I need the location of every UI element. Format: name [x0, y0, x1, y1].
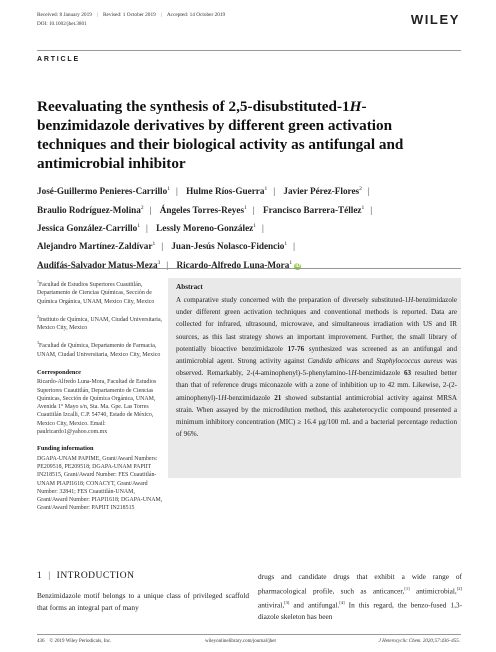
affiliation: $^3$Facultad de Química, Departamento de Farmacia, UNAM, Ciudad Universitaria, Mexico City, Mexico — [37, 340, 161, 358]
abstract-text: A comparative study concerned with the preparation of diversely substituted-1H-benzimidazole under different green activation techniques and conventional methods is reported. Data are collected for infrared, ultrasound, microwave, and simultaneous irradiation with US and IR sources, as this last strategy shows an important improvement. Further, the small library of potentially bioactive benzimidazole 17-76 synthesized was screened as an antifungal and antimicrobial agent. Strong activity against Candida albicans and Staphylococcus aureus was observed. Remarkably, 2-(4-aminophenyl)-5-phenylamino-1H-benzimidazole 63 resulted better than that of reference drugs miconazole with a zone of inhibition up to 42 mm. Likewise, 2-(2-aminophenyl)-1H-benzimidazole 21 showed substantial antimicrobial activity against MRSA strain. When assayed by the microdilution method, this azaheterocyclic compound presented a minimum inhibitory concentration (MIC) ≥ 16.4 μg/100 mL and a bacterial percentage reduction of 96%. — [176, 296, 458, 439]
funding-heading: Funding information — [37, 445, 94, 453]
orcid-icon[interactable]: iD — [295, 262, 301, 269]
author[interactable]: Ángeles Torres-Reyes$^1$ — [159, 204, 247, 215]
author[interactable]: José-Guillermo Penieres-Carrillo$^1$ — [37, 186, 170, 197]
journal-url[interactable]: wileyonlinelibrary.com/journal/jhet — [205, 639, 276, 644]
journal-citation: J Heterocyclic Chem. 2020;57:436–455. — [378, 639, 460, 644]
correspondence-heading: Correspondence — [37, 368, 81, 376]
copyright: © 2019 Wiley Periodicals, Inc. — [49, 639, 112, 644]
author[interactable]: Jessica González-Carrillo$^1$ — [37, 222, 141, 233]
footer-rule — [37, 634, 461, 635]
author[interactable]: Hulme Ríos-Guerra$^1$ — [186, 186, 268, 197]
article-title: Reevaluating the synthesis of 2,5-disubstituted-1H-benzimidazole derivatives by different green activation techniques and their biological activity as antifungal and antimicrobial inhibitor — [37, 98, 404, 172]
publisher-logo: WILEY — [410, 12, 460, 27]
author[interactable]: Francisco Barrera-Téllez$^1$ — [262, 204, 365, 215]
revised-date: Revised: 1 October 2019 — [102, 12, 156, 18]
footer-left — [37, 639, 111, 644]
correspondence-text: Ricardo-Alfredo Luna-Mora, Facultad de Estudios Superiores Cuautitlán, Departamento de Ciencias Químicas, Sección de Química Orgánica, UNAM, Avenida 1° Mayo s/n, Sta. Ma. Gpe. Las Torres Cuautitlán Izcalli, C.P. 54740, Estado de México, Mexico City, Mexico. Email: paulricardo1@yahoo.com.mx — [37, 379, 157, 436]
author[interactable]: Braulio Rodríguez-Molina$^2$ — [37, 204, 144, 215]
abstract-heading: Abstract — [176, 283, 203, 291]
correspondence — [37, 369, 165, 436]
citation-link[interactable]: [4] — [339, 600, 345, 606]
section-rule — [37, 268, 461, 269]
body-text-col2: drugs and candidate drugs that exhibit a wide range of pharmacological profile, such as anticancer,[1] antimicrobial,[2] antiviral,[3] and antifungal.[4] In this regard, the benzo-fused 1,3-diazole skeleton has been — [258, 572, 462, 622]
page-number: 436 — [37, 639, 45, 644]
author[interactable]: Alejandro Martínez-Zaldívar$^1$ — [37, 241, 156, 252]
citation-link[interactable]: [3] — [284, 600, 290, 606]
affiliation: $^2$Instituto de Química, UNAM, Ciudad Universitaria, Mexico City, Mexico — [37, 313, 163, 332]
author[interactable]: Audifás-Salvador Matus-Meza$^3$ — [37, 259, 161, 270]
author[interactable]: Ricardo-Alfredo Luna-Mora$^1$ — [176, 259, 293, 270]
funding — [37, 445, 165, 512]
received-date: Received: 8 January 2019 — [37, 12, 92, 18]
accepted-date: Accepted: 14 October 2019 — [166, 12, 226, 18]
doi[interactable]: DOI: 10.1002/jhet.3801 — [37, 21, 87, 27]
author[interactable]: Juan-Jesús Nolasco-Fidencio$^1$ — [171, 241, 288, 252]
author-list: José-Guillermo Penieres-Carrillo$^1$ | Hulme Ríos-Guerra$^1$ | Javier Pérez-Flores$^2$ | Braulio Rodríguez-Molina$^2$ | Ángeles Torres-Reyes$^1$ | Francisco Barrera-Téllez$^1$ | Jessica González-Carrillo$^1$ | Lessly Moreno-González$^1$ | Alejandro Martínez-Zaldívar$^1$ | Juan-Jesús Nolasco-Fidencio$^1$ | Audifás-Salvador Matus-Meza$^3$ | Ricardo-Alfredo Luna-Mora$^1$ iD — [37, 186, 373, 270]
article-type-label: ARTICLE — [37, 56, 80, 63]
article-dates: Received: 8 January 2019 | Revised: 1 October 2019 | Accepted: 14 October 2019 — [37, 12, 226, 18]
author[interactable]: Javier Pérez-Flores$^2$ — [283, 186, 362, 197]
citation-link[interactable]: [2] — [456, 585, 462, 591]
author[interactable]: Lessly Moreno-González$^1$ — [156, 222, 256, 233]
citation-link[interactable]: [1] — [404, 585, 410, 591]
sidebar-info — [37, 278, 165, 520]
header-rule — [37, 50, 461, 51]
section-heading: 1 | INTRODUCTION — [37, 571, 135, 581]
funding-text: DGAPA-UNAM PAPIME, Grant/Award Numbers: PE209518, PE209518; DGAPA-UNAM PAPIIT IN218515, Grant/Award Number: FES Cuautitlán-UNAM PIAPI1618; CONACYT, Grant/Award Number: 32841; FES Cuautitlán-UNAM, Grant/Award Number: PIAPI1618; DGAPA-UNAM, Grant/Award Number: PAPIIT IN218515 — [37, 455, 163, 512]
affiliation: $^1$Facultad de Estudios Superiores Cuautitlán, Departamento de Ciencias Químicas, Sección de Química Orgánica, UNAM, Mexico City, Mexico — [37, 279, 155, 305]
body-text-col1: Benzimidazole motif belongs to a unique class of privileged scaffold that forms an integral part of many — [37, 591, 249, 612]
